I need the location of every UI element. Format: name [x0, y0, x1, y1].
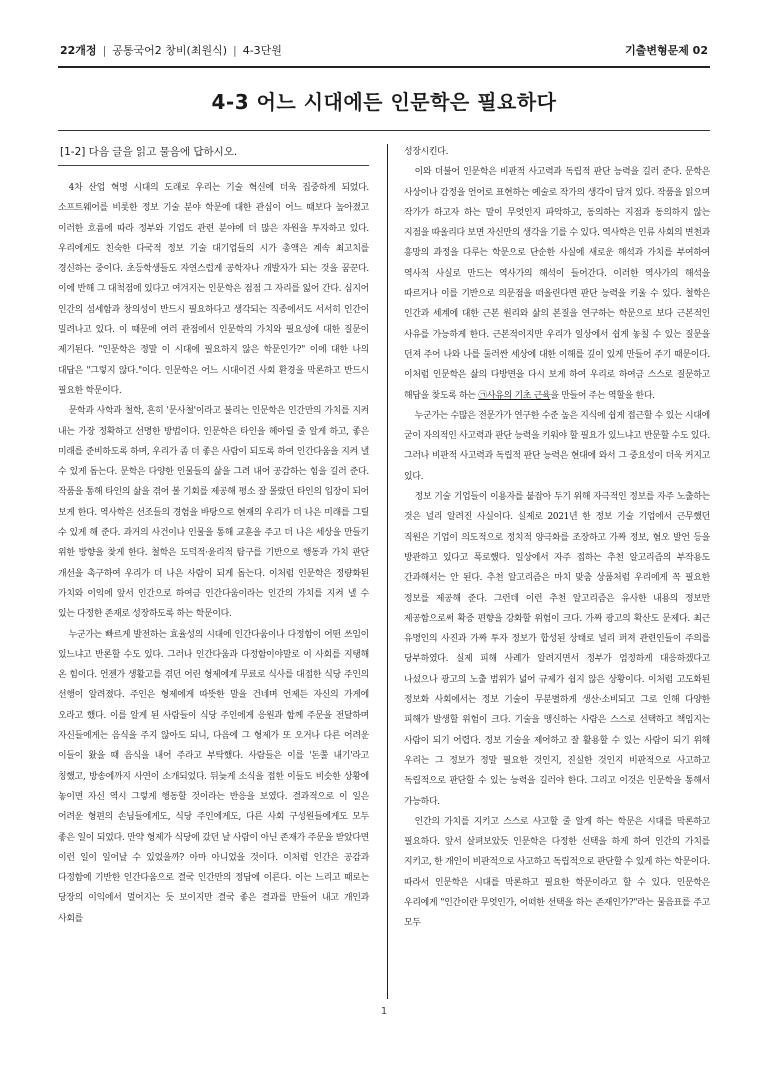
article-body [58, 142, 710, 1004]
paragraph: 누군가는 빠르게 발전하는 효율성의 시대에 인간다움이나 다정함이 어떤 쓰임이 있느냐고 반론할 수도 있다. 그러나 인간다움과 다정함이야말로 이 사회를 지탱해 온 힘이다. 언젠가 생활고를 겪던 어린 형제에게 무료로 식사를 대접한 식당 주인의 선행이 알려졌다. 주인은 형제에게 따뜻한 말을 건네며 언제든 자신의 가게에 오라고 했다. 이를 알게 된 사람들이 식당 주인에게 응원과 함께 주문을 전달하며 자신들에게는 음식을 주지 않아도 되니, 다음에 그 형제가 또 오거나 다른 어려운 이들이 왔을 때 음식을 내어 주라고 부탁했다. 사람들은 이를 '돈쭐 내기'라고 칭했고, 방송에까지 사연이 소개되었다. 뒤늦게 소식을 접한 이들도 비슷한 상황에 놓이면 자신 역시 그렇게 행동할 것이라는 반응을 보였다. 결과적으로 이 일은 어려운 형편의 손님들에게도, 식당 주인에게도, 다른 사회 구성원들에게도 모두 좋은 일이 되었다. 만약 형제가 식당에 갔던 날 사람이 아닌 존재가 주문을 받았다면 이런 일이 일어날 수 있었을까? 아마 아니었을 것이다. 이처럼 인간은 공감과 다정함에 기반한 인간다움으로 결국 인간만의 정답에 이른다. 이는 느리고 때로는 당장의 이익에서 멀어지는 듯 보이지만 결국 좋은 결과를 만들어 내고 개인과 사회를 [58, 629, 369, 924]
paragraph: 누군가는 수많은 전문가가 연구한 수준 높은 지식에 쉽게 접근할 수 있는 시대에 굳이 자의적인 사고력과 판단 능력을 키워야 할 필요가 있느냐고 반문할 수도 있다. 그러나 비판적 사고력과 독립적 판단 능력은 현대에 와서 그 중요성이 더욱 커지고 있다. [404, 410, 710, 482]
paragraph: 인간의 가치를 지키고 스스로 사고할 줄 알게 하는 학문은 시대를 막론하고 필요하다. 앞서 살펴보았듯 인문학은 다정한 선택을 하게 하여 인간의 가치를 지키고, 한 개인이 비판적으로 사고하고 독립적으로 판단할 수 있게 하는 학문이다. 따라서 인문학은 시대를 막론하고 필요한 학문이라고 할 수 있다. 인문학은 우리에게 "인간이란 무엇인가, 어떠한 선택을 하는 존재인가?"라는 물음표를 주고 모두 [404, 816, 710, 929]
header-course-info [60, 42, 282, 58]
header-course: 공통국어2 창비(최원식) [112, 44, 227, 57]
paragraph-text: 을 만들어 주는 역할을 한다. [550, 390, 655, 401]
page-header [60, 40, 708, 60]
paragraph [404, 162, 710, 406]
header-unit: 4-3단원 [242, 44, 282, 57]
header-edition: 22개정 [60, 44, 97, 57]
underlined-phrase: ㉠사유의 기초 근육 [478, 390, 551, 401]
paragraph-text: 이와 더불어 인문학은 비판적 사고력과 독립적 판단 능력을 길러 준다. 문학은 사상이나 감정을 언어로 표현하는 예술로 작가의 생각이 담겨 있다. 작품을 읽으며 작가가 하고자 하는 말이 무엇인지 파악하고, 동의하는 지점과 동의하지 않는 지점을 따올리다 보면 자신만의 생각을 기를 수 있다. 역사학은 인류 사회의 변천과 흥망의 과정을 다루는 학문으로 단순한 사실에 새로운 해석과 가치를 부여하여 역사적 사실로 만드는 역사가의 해석이 들어간다. 이러한 역사가의 해석을 따르거나 이를 기반으로 의문점을 떠올린다면 판단 능력을 키울 수 있다. 철학은 인간과 세계에 대한 근본 원리와 삶의 본질을 연구하는 학문으로 보다 근본적인 사유를 가능하게 한다. 근본적이지만 우리가 일상에서 쉽게 놓칠 수 있는 질문을 던져 주어 나와 나를 둘러싼 세상에 대한 이해를 깊이 있게 만들어 주기 때문이다. 이처럼 인문학은 삶의 다방면을 다시 보게 하여 우리로 하여금 스스로 질문하고 해답을 찾도록 하는 [404, 167, 710, 401]
column-divider [387, 144, 388, 999]
paragraph: 문학과 사학과 철학, 흔히 '문사철'이라고 불리는 인문학은 인간만의 가치를 지켜 내는 가장 정확하고 선명한 방법이다. 인문학은 타인을 헤아릴 줄 알게 하고, 좋은 미래를 준비하도록 하며, 우리가 좀 더 좋은 사람이 되도록 하여 인간다움을 지켜 낼 수 있게 돕는다. 문학은 다양한 인물들의 삶을 그려 내어 공감하는 힘을 길러 준다. 작품을 통해 타인의 삶을 겪어 볼 기회를 제공해 평소 잘 몰랐던 타인의 입장이 되어 보게 한다. 역사학은 선조들의 경험을 바탕으로 현재의 우리가 더 나은 미래를 그릴 수 있게 해 준다. 과거의 사건이나 인물을 통해 교훈을 주고 더 나은 세상을 만들기 위한 방향을 찾게 한다. 철학은 도덕적·윤리적 탐구를 기반으로 행동과 가치 판단 개선을 촉구하여 우리가 더 나은 사람이 되게 돕는다. 이처럼 인문학은 정량화된 가치와 이익에 앞서 인간으로 하여금 인간다움이라는 인간의 가치를 지켜 낼 수 있는 다정한 존재로 성장하도록 하는 학문이다. [58, 406, 369, 620]
right-column [404, 142, 710, 934]
question-instruction: [1-2] 다음 글을 읽고 물음에 답하시오. [58, 142, 369, 166]
paragraph: 성장시킨다. [404, 147, 449, 157]
page-title: 4-3 어느 시대에든 인문학은 필요하다 [211, 90, 557, 114]
page-number: 1 [380, 1006, 388, 1017]
title-rule [58, 130, 710, 131]
paragraph: 4차 산업 혁명 시대의 도래로 우리는 기술 혁신에 더욱 집중하게 되었다. 소프트웨어를 비롯한 정보 기술 분야 학문에 대한 관심이 어느 때보다 높아졌고 이러한 흐름에 따라 정부와 기업도 관련 분야에 더 많은 자원을 투자하고 있다. 우리에게도 친숙한 다국적 정보 기술 대기업들의 시가 총액은 계속 최고치를 경신하는 중이다. 초등학생들도 자연스럽게 공학자나 개발자가 되는 것을 꿈꾼다. 이에 반해 그 대척점에 있다고 여겨지는 인문학은 점점 그 자리를 잃어 간다. 심지어 인간의 섬세함과 창의성이 반드시 필요하다고 생각되는 직종에서도 서서히 인간이 밀려나고 있다. 이 때문에 여러 관점에서 인문학의 가치와 필요성에 대한 질문이 제기된다. "인문학은 정말 이 시대에 필요하지 않은 학문인가?" 이에 대한 나의 대답은 "그렇지 않다."이다. 인문학은 어느 시대이건 사회 환경을 막론하고 반드시 필요한 학문이다. [58, 183, 369, 396]
header-separator: | [233, 43, 237, 57]
left-column [58, 142, 369, 929]
header-label: 기출변형문제 02 [625, 44, 708, 57]
header-rule [58, 66, 710, 68]
paragraph: 정보 기술 기업들이 이용자를 붙잡아 두기 위해 자극적인 정보를 자주 노출하는 것은 널리 알려진 사실이다. 실제로 2021년 한 정보 기술 기업에서 근무했던 직원은 기업이 의도적으로 정치적 양극화를 조장하고 가짜 정보, 혐오 발언 등을 방관하고 있다고 폭로했다. 일상에서 자주 접하는 추천 알고리즘의 부작용도 간과해서는 안 된다. 추천 알고리즘은 마치 맞춤 상품처럼 우리에게 꼭 필요한 정보를 제공해 준다. 그런데 이런 추천 알고리즘은 유사한 내용의 정보만 제공함으로써 확증 편향을 강화할 위험이 크다. 가짜 광고의 확산도 문제다. 최근 유명인의 사진과 가짜 투자 정보가 합성된 상태로 널리 퍼져 관련인들이 주의를 당부하였다. 실제 피해 사례가 알려지면서 정부가 엄정하게 대응하겠다고 나섰으나 광고의 노출 범위가 넓어 규제가 쉽지 않은 상황이다. 이처럼 고도화된 정보화 사회에서는 정보 기술이 무분별하게 생산·소비되고 그로 인해 다양한 피해가 발생할 위험이 크다. 기술을 맹신하는 사람은 스스로 선택하고 책임지는 사람이 되기 어렵다. 정보 기술을 제어하고 잘 활용할 수 있는 사람이 되기 위해 우리는 그 정보가 정말 필요한 것인지, 진실한 것인지 비판적으로 사고하고 독립적으로 판단할 수 있는 능력을 길러야 한다. 그리고 이것은 인문학을 통해서 가능하다. [404, 492, 710, 807]
header-separator: | [102, 43, 107, 57]
